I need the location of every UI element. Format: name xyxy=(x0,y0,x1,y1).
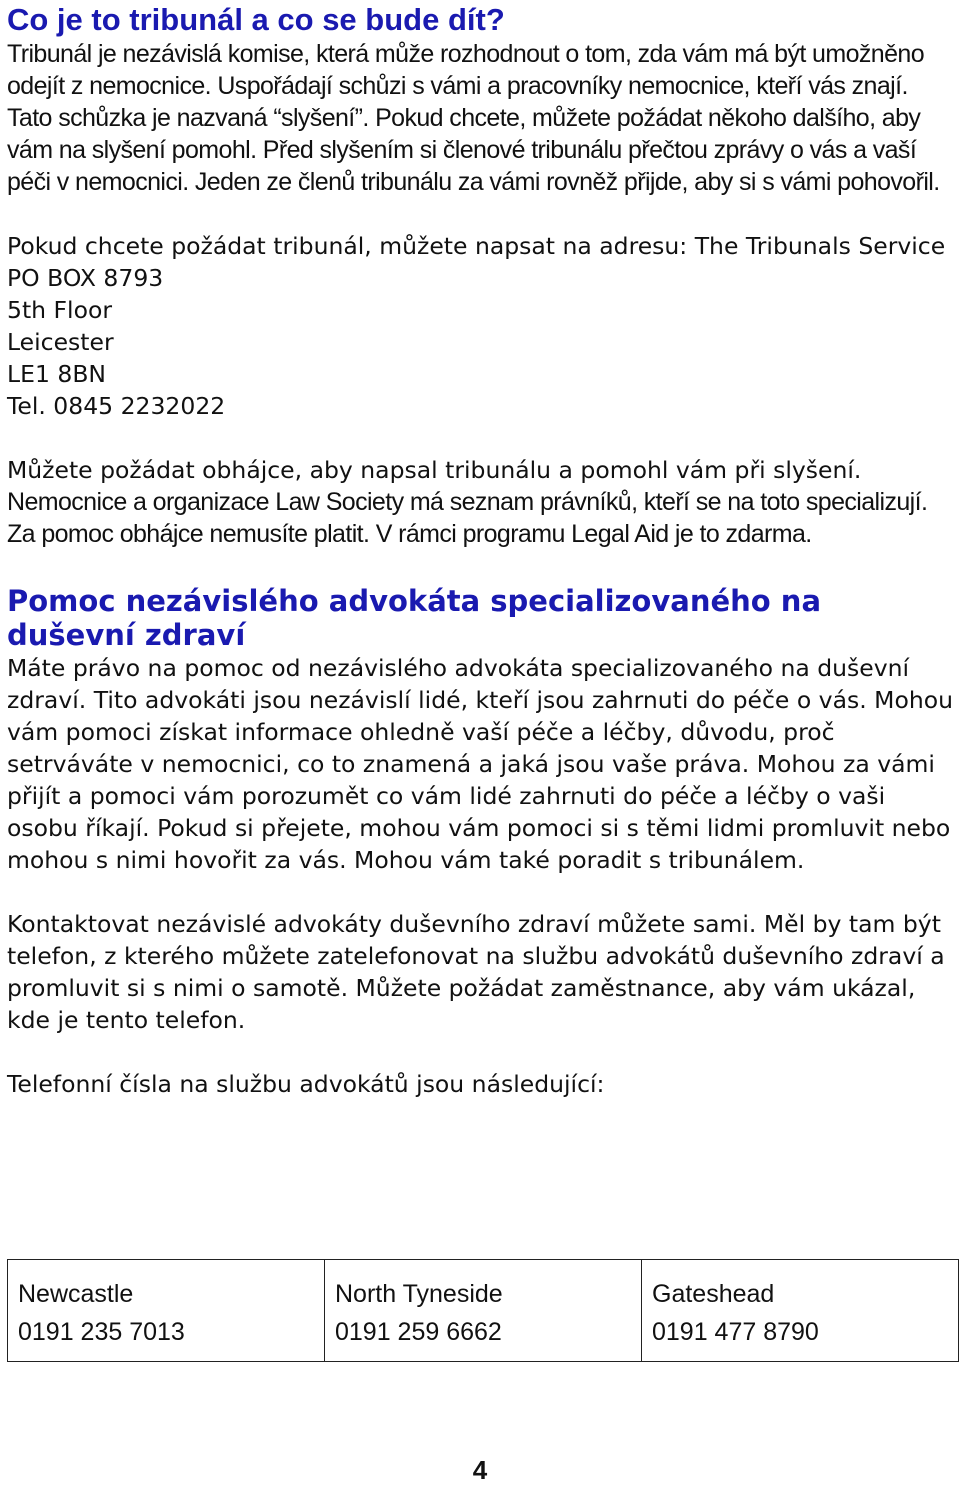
spacer xyxy=(7,1036,955,1068)
tribunal-paragraph: Tribunál je nezávislá komise, která může rozhodnout o tom, zda vám má být umožněno odejít z nemocnice. Uspořádají schůzi s vámi a pracovníky nemocnice, kteří vás znají. Tato schůzka je nazvaná “slyšení”. Pokud chcete, můžete požádat někoho dalšího, aby vám na slyšení pomohl. Před slyšením si členové tribunálu přečtou zprávy o vás a vaší péči v nemocnici. Jeden ze členů tribunálu za vámi rovněž přijde, aby si s vámi pohovořil. xyxy=(7,40,940,196)
table-row xyxy=(8,1260,959,1362)
table-cell-newcastle xyxy=(8,1260,325,1362)
document-page xyxy=(7,0,955,1100)
spacer xyxy=(7,876,955,908)
place-name: North Tyneside xyxy=(335,1280,503,1308)
address-line: 5th Floor xyxy=(7,296,112,324)
table-cell-north-tyneside xyxy=(325,1260,642,1362)
table-cell-gateshead xyxy=(642,1260,959,1362)
phone-number: 0191 477 8790 xyxy=(652,1318,819,1346)
address-block xyxy=(7,230,955,422)
address-line: Leicester xyxy=(7,328,114,356)
page-number: 4 xyxy=(472,1455,488,1485)
lawyer-paragraph xyxy=(7,454,955,550)
lawyer-sentence: Můžete požádat obhájce, aby napsal tribunálu a pomohl vám při slyšení. xyxy=(7,456,862,484)
section-heading-tribunal: Co je to tribunál a co se bude dít? xyxy=(7,2,505,37)
phones-intro: Telefonní čísla na službu advokátů jsou následující: xyxy=(7,1070,605,1098)
lawyer-rest: Nemocnice a organizace Law Society má seznam právníků, kteří se na toto specializují. Za pomoc obhájce nemusíte platit. V rámci programu Legal Aid je to zdarma. xyxy=(7,488,928,548)
address-line: LE1 8BN xyxy=(7,360,107,388)
phone-number: 0191 259 6662 xyxy=(335,1318,502,1346)
address-line: PO BOX 8793 xyxy=(7,264,164,292)
phone-table xyxy=(7,1259,959,1362)
phone-number: 0191 235 7013 xyxy=(18,1318,185,1346)
spacer xyxy=(7,422,955,454)
address-phone: Tel. 0845 2232022 xyxy=(7,392,226,420)
place-name: Newcastle xyxy=(18,1280,134,1308)
advocate-paragraph-2: Kontaktovat nezávislé advokáty duševního zdraví můžete sami. Měl by tam být telefon, z kterého můžete zatelefonovat na službu advokátů duševního zdraví a promluvit si s nimi o samotě. Můžete požádat zaměstnance, aby vám ukázal, kde je tento telefon. xyxy=(7,910,945,1034)
place-name: Gateshead xyxy=(652,1280,775,1308)
address-intro: Pokud chcete požádat tribunál, můžete napsat na adresu: The Tribunals Service xyxy=(7,232,946,260)
section-heading-advocate: Pomoc nezávislého advokáta specializovaného na duševní zdraví xyxy=(7,584,822,652)
spacer xyxy=(7,198,955,230)
advocate-paragraph-1: Máte právo na pomoc od nezávislého advokáta specializovaného na duševní zdraví. Tito advokáti jsou nezávislí lidé, kteří jsou zahrnuti do péče o vás. Mohou vám pomoci získat informace ohledně vaší péče a léčby, důvodu, proč setrváváte v nemocnici, co to znamená a jaká jsou vaše práva. Mohou za vámi přijít a pomoci vám porozumět co vám lidé zahrnuti do péče a léčby o vaši osobu říkají. Pokud si přejete, mohou vám pomoci si s těmi lidmi promluvit nebo mohou s nimi hovořit za vás. Mohou vám také poradit s tribunálem. xyxy=(7,654,953,874)
